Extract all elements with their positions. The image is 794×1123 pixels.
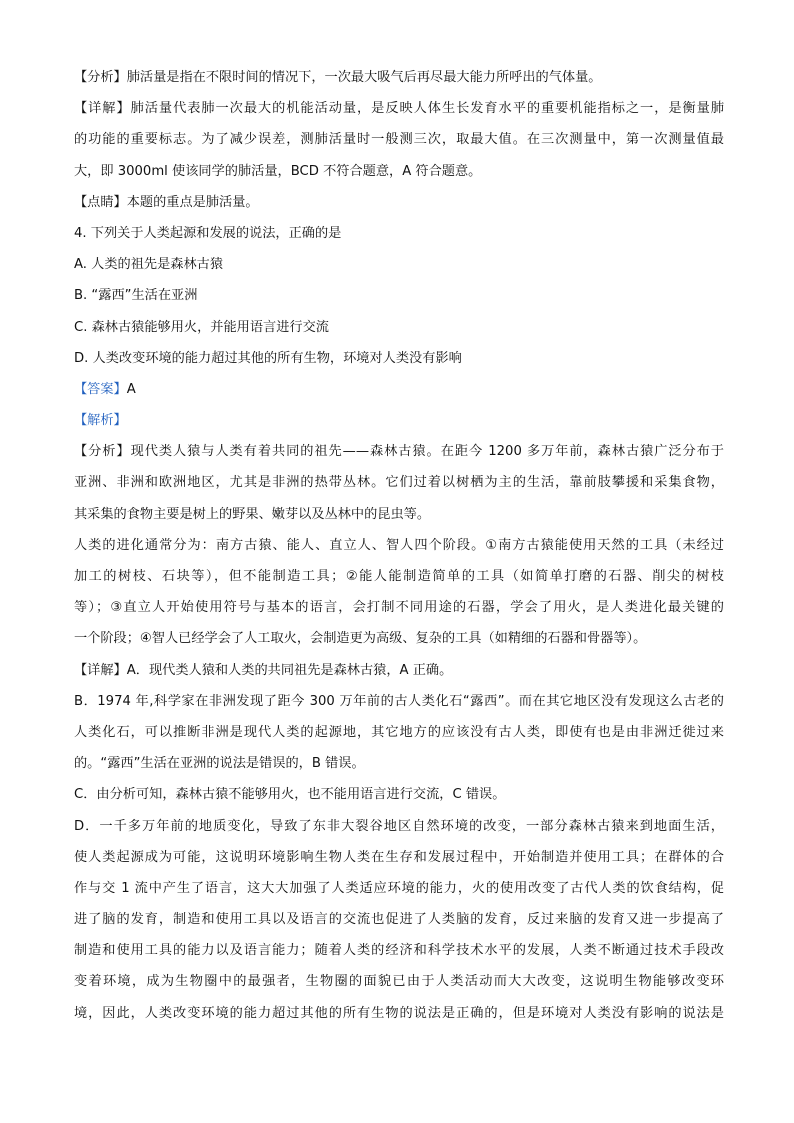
comment-text: 本题的重点是肺活量。 bbox=[126, 194, 259, 210]
option-c: C. 森林古猿能够用火，并能用语言进行交流 bbox=[74, 319, 329, 335]
detail-text: 肺活量代表肺一次最大的机能活动量，是反映人体生长发育水平的重要机能指标之一，是衡量肺 bbox=[130, 101, 724, 117]
analysis-label-2: 【分析】 bbox=[74, 444, 131, 460]
analysis-line-5: 加工的树枝、石块等），但不能制造工具；②能人能制造简单的工具（如简单打磨的石器、削尖的树枝 bbox=[74, 569, 724, 584]
detail-d-line-6: 变着环境，成为生物圈中的最强者，生物圈的面貌已由于人类活动而大大改变，这说明生物能够改变环 bbox=[74, 974, 724, 990]
comment-label: 【点睛】 bbox=[74, 194, 127, 210]
document-page bbox=[74, 62, 724, 1029]
detail-c-line: C．由分析可知，森林古猿不能够用火，也不能用语言进行交流，C 错误。 bbox=[74, 787, 506, 803]
answer-label: 【答案】 bbox=[74, 381, 127, 397]
detail-label: 【详解】 bbox=[74, 101, 131, 117]
analysis-line-1 bbox=[74, 436, 724, 467]
analysis-line-6: 等）；③直立人开始使用符号与基本的语言，会打制不同用途的石器，学会了用火，是人类进化最关键的 bbox=[74, 600, 724, 616]
answer-value: A bbox=[126, 381, 136, 397]
detail-a-text: A．现代类人猿和人类的共同祖先是森林古猿，A 正确。 bbox=[126, 662, 453, 678]
detail-d-line-2: 使人类起源成为可能，这说明环境影响生物人类在生存和发展过程中，开始制造并使用工具；在群体的合 bbox=[74, 849, 724, 865]
option-b: B. “露西”生活在亚洲 bbox=[74, 288, 198, 304]
detail-b-line-2: 人类化石，可以推断非洲是现代人类的起源地，其它地方的应该没有古人类，即使有也是由非洲迁徙过来 bbox=[74, 724, 724, 740]
option-a: A. 人类的祖先是森林古猿 bbox=[74, 257, 224, 273]
answer-line bbox=[74, 374, 724, 405]
detail-d-line-1: D．一千多万年前的地质变化，导致了东非大裂谷地区自然环境的改变，一部分森林古猿来到地面生活， bbox=[74, 818, 724, 834]
detail-d-line-3: 作与交 1 流中产生了语言，这大大加强了人类适应环境的能力，火的使用改变了古代人类的饮食结构，促 bbox=[74, 880, 724, 896]
detail-line-1 bbox=[74, 93, 724, 124]
comment-line bbox=[74, 187, 724, 218]
analysis-line-4: 人类的进化通常分为：南方古猿、能人、直立人、智人四个阶段。①南方古猿能使用天然的工具（未经过 bbox=[74, 537, 724, 553]
analysis-line-7: 一个阶段；④智人已经学会了人工取火，会制造更为高级、复杂的工具（如精细的石器和骨器等）。 bbox=[74, 631, 647, 647]
question-stem: 4. 下列关于人类起源和发展的说法，正确的是 bbox=[74, 225, 342, 241]
analysis-label: 【分析】 bbox=[74, 70, 127, 85]
detail-line-2: 的功能的重要标志。为了减少误差，测肺活量时一般测三次，取最大值。在三次测量中，第一次测量值最 bbox=[74, 132, 724, 148]
detail-b-line-1: B．1974 年,科学家在非洲发现了距今 300 万年前的古人类化石“露西”。而在其它地区没有发现这么古老的 bbox=[74, 693, 724, 709]
detail-d-line-7: 境，因此，人类改变环境的能力超过其他的所有生物的说法是正确的，但是环境对人类没有影响的说法是 bbox=[74, 1005, 724, 1021]
explanation-heading: 【解析】 bbox=[74, 413, 127, 429]
detail-a-line bbox=[74, 655, 724, 686]
detail-d-line-4: 进了脑的发育，制造和使用工具以及语言的交流也促进了人类脑的发育，反过来脑的发育又进一步提高了 bbox=[74, 912, 724, 928]
detail-label-2: 【详解】 bbox=[74, 662, 127, 678]
detail-d-line-5: 制造和使用工具的能力以及语言能力；随着人类的经济和科学技术水平的发展，人类不断通过技术手段改 bbox=[74, 943, 724, 959]
option-d: D. 人类改变环境的能力超过其他的所有生物，环境对人类没有影响 bbox=[74, 350, 462, 366]
analysis-line-2: 亚洲、非洲和欧洲地区，尤其是非洲的热带丛林。它们过着以树栖为主的生活，靠前肢攀援和采集食物， bbox=[74, 475, 724, 491]
detail-line-3: 大，即 3000ml 使该同学的肺活量，BCD 不符合题意，A 符合题意。 bbox=[74, 163, 482, 179]
detail-b-line-3: 的。“露西”生活在亚洲的说法是错误的，B 错误。 bbox=[74, 756, 365, 772]
analysis-line-3: 其采集的食物主要是树上的野果、嫩芽以及丛林中的昆虫等。 bbox=[74, 506, 431, 522]
analysis-line-top bbox=[74, 62, 724, 93]
analysis-text: 肺活量是指在不限时间的情况下，一次最大吸气后再尽最大能力所呼出的气体量。 bbox=[126, 70, 602, 85]
analysis-text-1: 现代类人猿与人类有着共同的祖先——森林古猿。在距今 1200 多万年前，森林古猿广泛分布于 bbox=[130, 444, 724, 460]
explanation-heading-line bbox=[74, 405, 724, 436]
